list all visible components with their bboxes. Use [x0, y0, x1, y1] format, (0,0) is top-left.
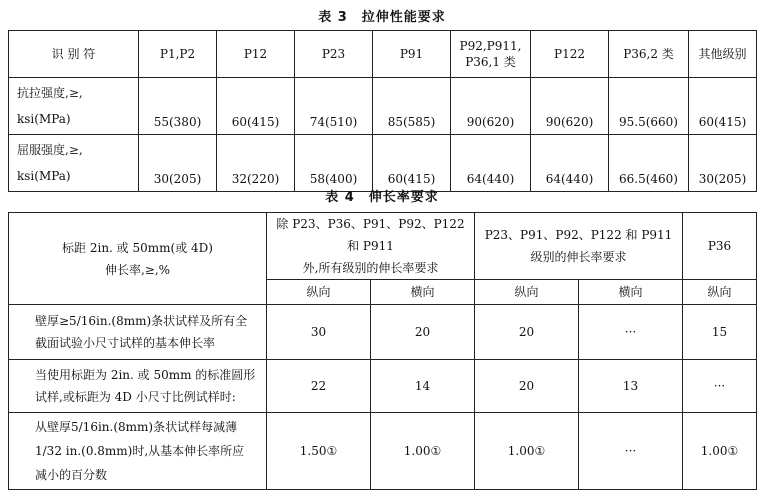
- group-header: P23、P91、P92、P122 和 P911 级别的伸长率要求: [475, 213, 683, 280]
- value-cell: 13: [579, 360, 683, 413]
- value-cell: 30(205): [139, 135, 217, 192]
- value-cell: 20: [371, 305, 475, 360]
- row-label: [9, 78, 139, 135]
- value-cell: 64(440): [451, 135, 531, 192]
- header-cell: 其他级别: [689, 31, 757, 78]
- value-cell: 85(585): [373, 78, 451, 135]
- header-cell: P91: [373, 31, 451, 78]
- value-cell: 1.00①: [371, 413, 475, 490]
- header-cell: P36,2 类: [609, 31, 689, 78]
- elongation-requirements-table: [8, 212, 757, 490]
- corner-header: 标距 2in. 或 50mm(或 4D) 伸长率,≥,%: [9, 213, 267, 305]
- subheader-cell: 纵向: [683, 280, 757, 305]
- table3-header-row: [9, 31, 757, 78]
- group-header: P36: [683, 213, 757, 280]
- value-cell: 30(205): [689, 135, 757, 192]
- value-cell: 1.50①: [267, 413, 371, 490]
- subheader-cell: 横向: [371, 280, 475, 305]
- header-cell: 识 别 符: [9, 31, 139, 78]
- table-row: [9, 413, 757, 490]
- value-cell: 20: [475, 305, 579, 360]
- value-cell: 74(510): [295, 78, 373, 135]
- tensile-requirements-table: [8, 30, 757, 192]
- table-row: [9, 135, 757, 192]
- row-description: 壁厚≥5/16in.(8mm)条状试样及所有全截面试验小尺寸试样的基本伸长率: [9, 305, 267, 360]
- row-label: [9, 135, 139, 192]
- header-cell: P1,P2: [139, 31, 217, 78]
- value-cell: 1.00①: [475, 413, 579, 490]
- value-cell: 30: [267, 305, 371, 360]
- value-cell: 60(415): [689, 78, 757, 135]
- value-cell: 15: [683, 305, 757, 360]
- header-cell: P122: [531, 31, 609, 78]
- subheader-cell: 纵向: [475, 280, 579, 305]
- table-row: [9, 360, 757, 413]
- row-description: 从壁厚5/16in.(8mm)条状试样每减薄1/32 in.(0.8mm)时,从基本伸长率所应减小的百分数: [9, 413, 267, 490]
- value-cell: 90(620): [451, 78, 531, 135]
- value-cell: 55(380): [139, 78, 217, 135]
- value-cell: ···: [579, 305, 683, 360]
- value-cell: 22: [267, 360, 371, 413]
- subheader-cell: 横向: [579, 280, 683, 305]
- row-label-line: 屈服强度,≥,: [17, 143, 83, 157]
- value-cell: 95.5(660): [609, 78, 689, 135]
- value-cell: 1.00①: [683, 413, 757, 490]
- subheader-cell: 纵向: [267, 280, 371, 305]
- value-cell: 32(220): [217, 135, 295, 192]
- table-row: [9, 305, 757, 360]
- value-cell: 60(415): [373, 135, 451, 192]
- table4-title: 表 4 伸长率要求: [325, 190, 439, 205]
- value-cell: 90(620): [531, 78, 609, 135]
- table3-title: 表 3 拉伸性能要求: [318, 10, 446, 25]
- value-cell: 20: [475, 360, 579, 413]
- table4-group-header-row: [9, 213, 757, 280]
- value-cell: ···: [579, 413, 683, 490]
- value-cell: 64(440): [531, 135, 609, 192]
- value-cell: 58(400): [295, 135, 373, 192]
- row-label-unit: ksi(MPa): [17, 112, 71, 126]
- header-cell: P23: [295, 31, 373, 78]
- value-cell: ···: [683, 360, 757, 413]
- header-cell: P92,P911, P36,1 类: [451, 31, 531, 78]
- row-label-unit: ksi(MPa): [17, 169, 71, 183]
- header-cell: P12: [217, 31, 295, 78]
- group-header: 除 P23、P36、P91、P92、P122 和 P911 外,所有级别的伸长率要求: [267, 213, 475, 280]
- row-label-line: 抗拉强度,≥,: [17, 86, 83, 100]
- table-row: [9, 78, 757, 135]
- value-cell: 66.5(460): [609, 135, 689, 192]
- row-description: 当使用标距为 2in. 或 50mm 的标准圆形试样,或标距为 4D 小尺寸比例试样时:: [9, 360, 267, 413]
- value-cell: 60(415): [217, 78, 295, 135]
- value-cell: 14: [371, 360, 475, 413]
